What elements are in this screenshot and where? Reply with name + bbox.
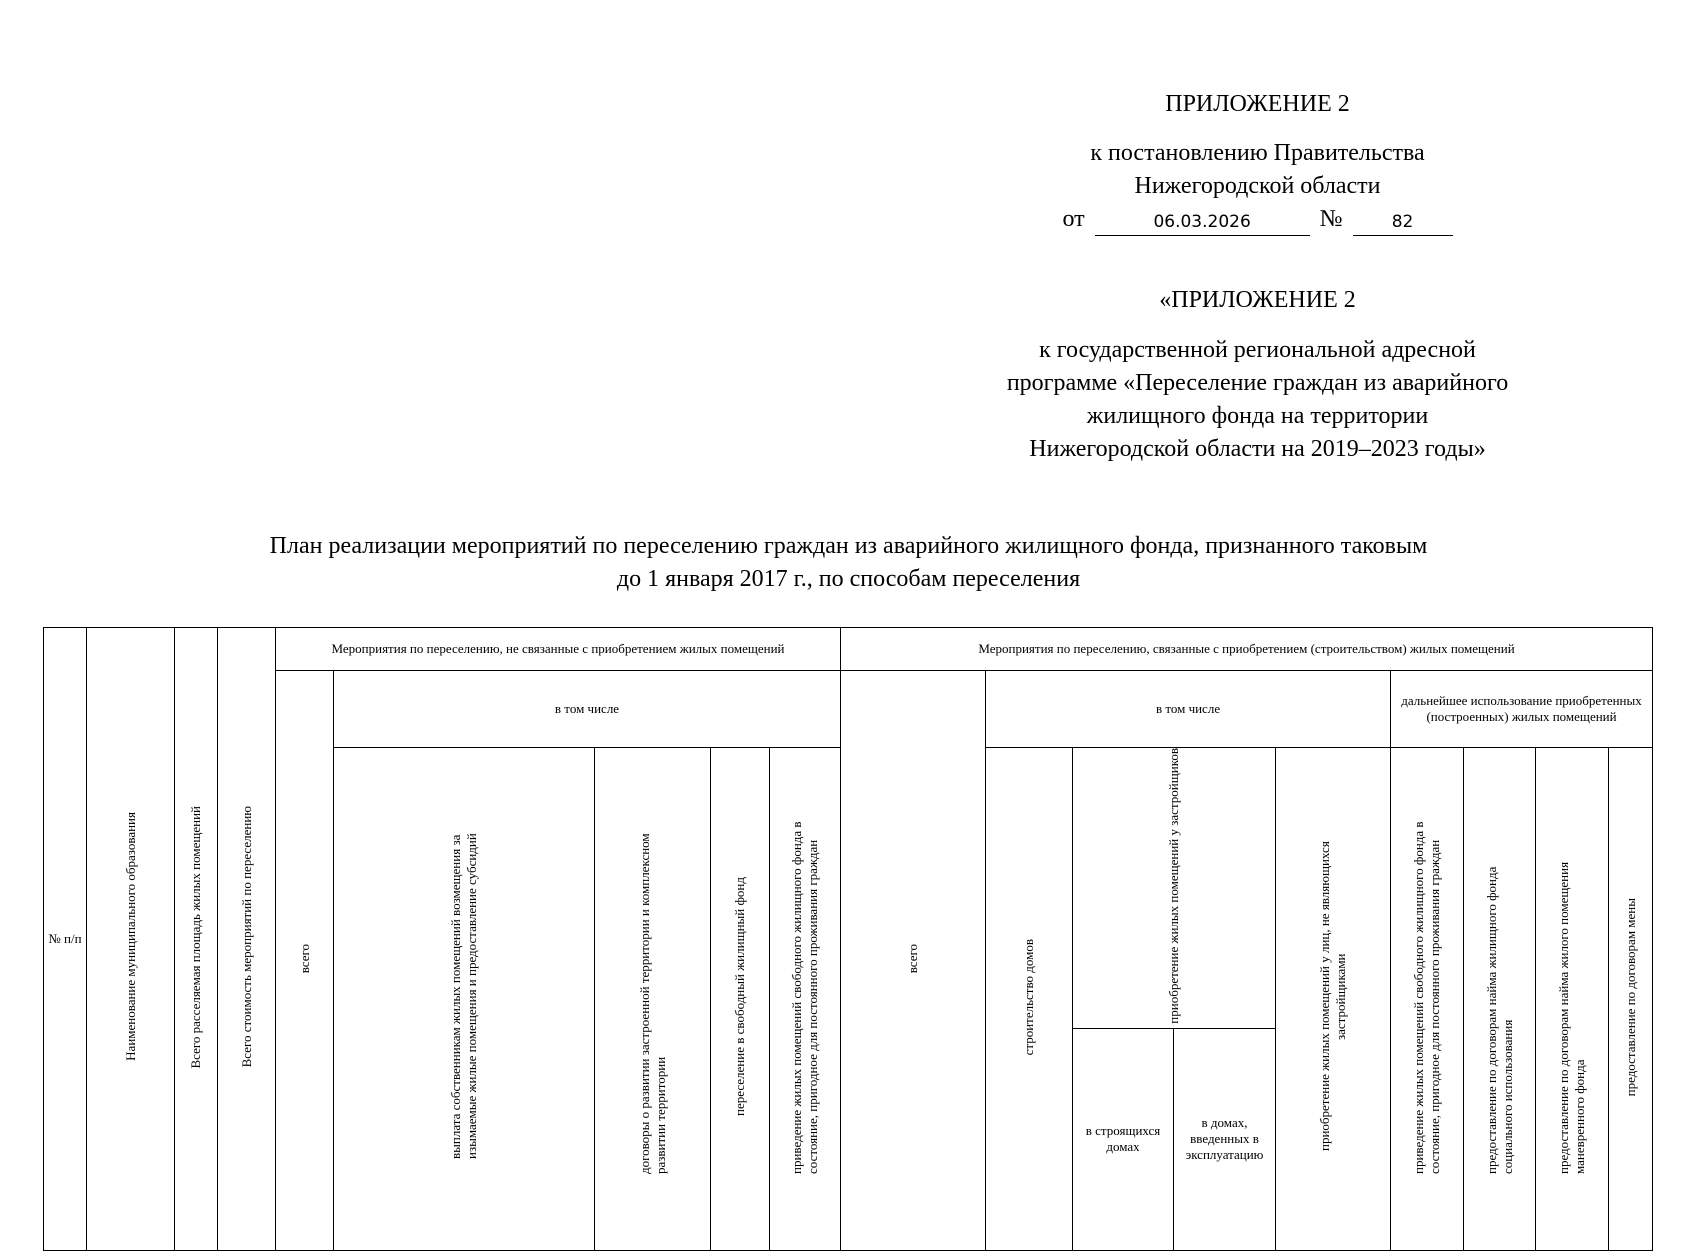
header-col-total-cost: Всего стоимость мероприятий по переселению <box>218 628 276 1251</box>
header-fu-social: предоставление по договорам найма жилищного фонда социального использования <box>1464 748 1536 1251</box>
header-nr-contracts: договоры о развитии застроенной территории и комплексном развитии территории <box>595 748 711 1251</box>
program-line-1: к государственной региональной адресной <box>1039 337 1476 363</box>
program-line-3: жилищного фонда на территории <box>1086 403 1429 429</box>
header-r-under-construction: в строящихся домах <box>1073 1028 1174 1250</box>
program-line-2: программе «Переселение граждан из аварийного <box>1006 370 1509 396</box>
resolution-reference <box>985 137 1530 236</box>
resolution-date: 06.03.2026 <box>1095 211 1310 236</box>
header-fu-bringing: приведение жилых помещений свободного жилищного фонда в состояние, пригодное для постоянного проживания граждан <box>1391 748 1464 1251</box>
header-fu-exchange: предоставление по договорам мены <box>1609 748 1653 1251</box>
header-further-use: дальнейшее использование приобретенных (построенных) жилых помещений <box>1391 671 1653 748</box>
header-r-total: всего <box>841 671 986 1251</box>
header-r-including: в том числе <box>986 671 1391 748</box>
program-reference <box>985 334 1530 466</box>
plan-title-line-2: до 1 января 2017 г., по способам переселения <box>616 566 1081 592</box>
header-fu-maneuver: предоставление по договорам найма жилого помещения маневренного фонда <box>1536 748 1609 1251</box>
header-col-total-area: Всего расселяемая площадь жилых помещений <box>175 628 218 1251</box>
program-line-4: Нижегородской области на 2019–2023 годы» <box>1029 436 1486 462</box>
header-r-commissioned: в домах, введенных в эксплуатацию <box>1174 1028 1276 1250</box>
header-col-number: № п/п <box>44 628 87 1251</box>
resolution-line-1: к постановлению Правительства <box>1090 140 1425 166</box>
header-r-construction: строительство домов <box>986 748 1073 1251</box>
resolution-number: 82 <box>1353 211 1453 236</box>
header-nr-including: в том числе <box>334 671 841 748</box>
header-r-purchase-non-developers: приобретение жилых помещений у лиц, не являющихся застройщиками <box>1276 748 1391 1251</box>
header-nr-total: всего <box>276 671 334 1251</box>
header-nr-free-fund: переселение в свободный жилищный фонд <box>711 748 770 1251</box>
date-number-line <box>985 203 1530 236</box>
header-group-related: Мероприятия по переселению, связанные с приобретением (строительством) жилых помещений <box>841 628 1653 671</box>
header-group-not-related: Мероприятия по переселению, не связанные с приобретением жилых помещений <box>276 628 841 671</box>
program-appendix-title: «ПРИЛОЖЕНИЕ 2 <box>1159 287 1356 313</box>
header-col-municipality: Наименование муниципального образования <box>87 628 175 1251</box>
resolution-line-2: Нижегородской области <box>1134 173 1381 199</box>
resettlement-plan-table <box>43 627 1653 1251</box>
from-label: от <box>1062 206 1085 232</box>
header-nr-payment: выплата собственникам жилых помещений возмещения за изымаемые жилые помещения и предоставление субсидий <box>334 748 595 1251</box>
plan-title-line-1: План реализации мероприятий по переселению граждан из аварийного жилищного фонда, признанного таковым <box>269 533 1428 559</box>
header-r-purchase-developers: приобретение жилых помещений у застройщиков <box>1073 748 1276 1029</box>
appendix-title: ПРИЛОЖЕНИЕ 2 <box>1165 91 1350 117</box>
plan-title <box>100 530 1597 596</box>
number-label: № <box>1319 206 1343 232</box>
header-nr-bringing: приведение жилых помещений свободного жилищного фонда в состояние, пригодное для постоянного проживания граждан <box>770 748 841 1251</box>
